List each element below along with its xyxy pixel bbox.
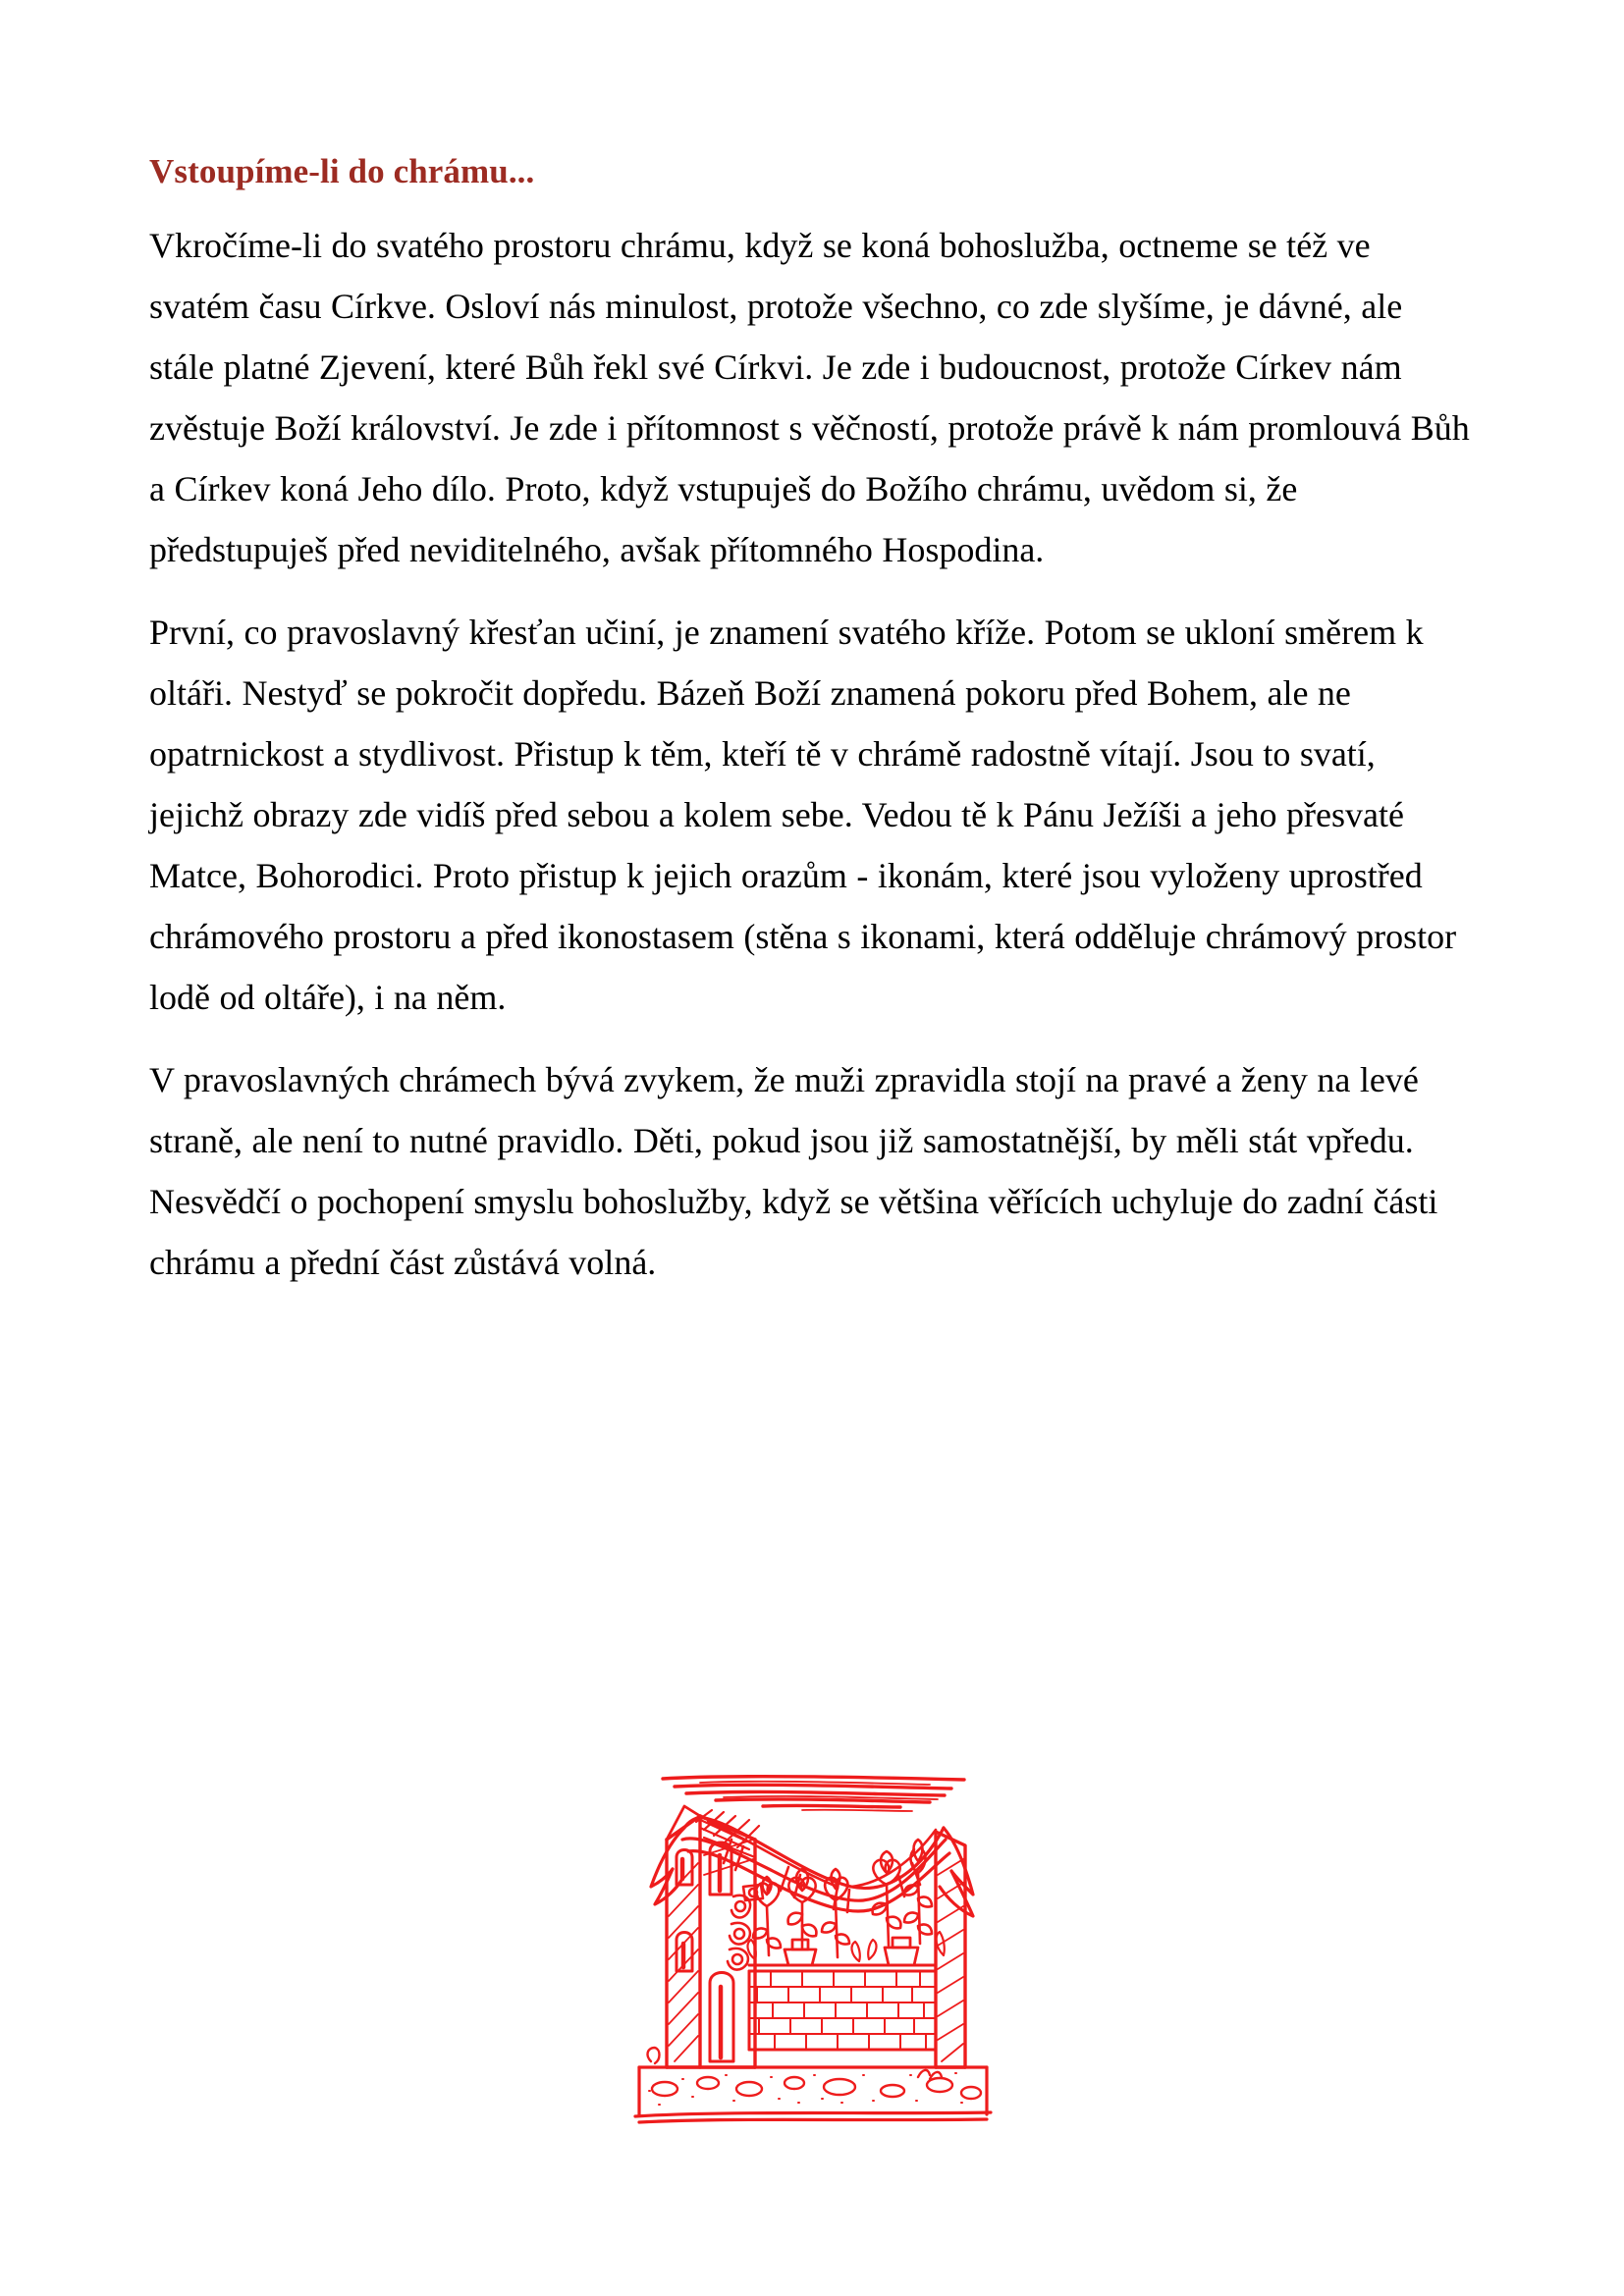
page-title: Vstoupíme-li do chrámu... [149,152,535,190]
walled-garden-woodcut-icon [606,1737,1018,2160]
illustration-container [0,1737,1624,2160]
document-content [149,149,1475,1293]
body-paragraph-2: První, co pravoslavný křesťan učiní, je znamení svatého kříže. Potom se ukloní směrem k oltáři. Nestyď se pokročit dopředu. Bázeň Boží znamená pokoru před Bohem, ale ne opatrnickost a stydlivost. Přistup k těm, kteří tě v chrámě radostně vítají. Jsou to svatí, jejichž obrazy zde vidíš před sebou a kolem sebe. Vedou tě k Pánu Ježíši a jeho přesvaté Matce, Bohorodici. Proto přistup k jejich orazům - ikonám, které jsou vyloženy uprostřed chrámového prostoru a před ikonostasem (stěna s ikonami, která odděluje chrámový prostor lodě od oltáře), i na něm. [149,612,1457,1017]
body-paragraph-1: Vkročíme-li do svatého prostoru chrámu, když se koná bohoslužba, octneme se též ve svatém času Církve. Osloví nás minulost, protože všechno, co zde slyšíme, je dávné, ale stále platné Zjevení, které Bůh řekl své Církvi. Je zde i budoucnost, protože Církev nám zvěstuje Boží království. Je zde i přítomnost s věčností, protože právě k nám promlouvá Bůh a Církev koná Jeho dílo. Proto, když vstupuješ do Božího chrámu, uvědom si, že předstupuješ před neviditelného, avšak přítomného Hospodina. [149,225,1470,569]
body-paragraph-3: V pravoslavných chrámech bývá zvykem, že muži zpravidla stojí na pravé a ženy na levé straně, ale není to nutné pravidlo. Děti, pokud jsou již samostatnější, by měli stát vpředu. Nesvědčí o pochopení smyslu bohoslužby, když se většina věřících uchyluje do zadní části chrámu a přední část zůstává volná. [149,1059,1438,1282]
